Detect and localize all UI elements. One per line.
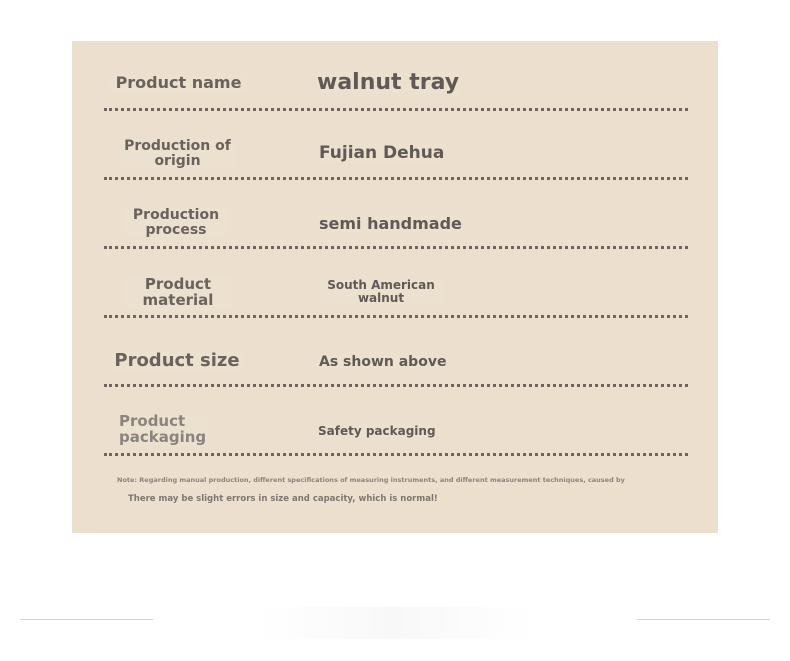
spec-label: Production process <box>122 208 230 237</box>
spec-row-packaging <box>72 386 718 455</box>
footer-faded-band <box>255 607 535 639</box>
spec-value: Safety packaging <box>318 424 436 438</box>
spec-label: Product size <box>112 352 242 371</box>
footer-divider-right <box>637 619 770 620</box>
row-divider <box>104 453 688 456</box>
product-spec-card <box>72 41 718 533</box>
measurement-disclaimer: There may be slight errors in size and capacity, which is normal! <box>128 494 438 504</box>
spec-value: semi handmade <box>319 214 462 233</box>
spec-row-size <box>72 317 718 386</box>
spec-label: Production of origin <box>120 139 235 168</box>
spec-value: walnut tray <box>317 70 460 95</box>
spec-row-process <box>72 179 718 248</box>
spec-row-origin <box>72 110 718 179</box>
footer-divider-left <box>20 619 153 620</box>
spec-label: Product material <box>124 277 232 309</box>
spec-row-product-name <box>72 41 718 110</box>
spec-label: Product packaging <box>119 414 209 446</box>
measurement-note: Note: Regarding manual production, different specifications of measuring instruments, and different measurement techniques, caused by <box>117 476 625 484</box>
spec-value: As shown above <box>319 354 447 370</box>
spec-label: Product name <box>110 75 247 92</box>
spec-row-material <box>72 248 718 317</box>
spec-value: Fujian Dehua <box>319 143 445 163</box>
spec-value: South American walnut <box>320 279 442 304</box>
